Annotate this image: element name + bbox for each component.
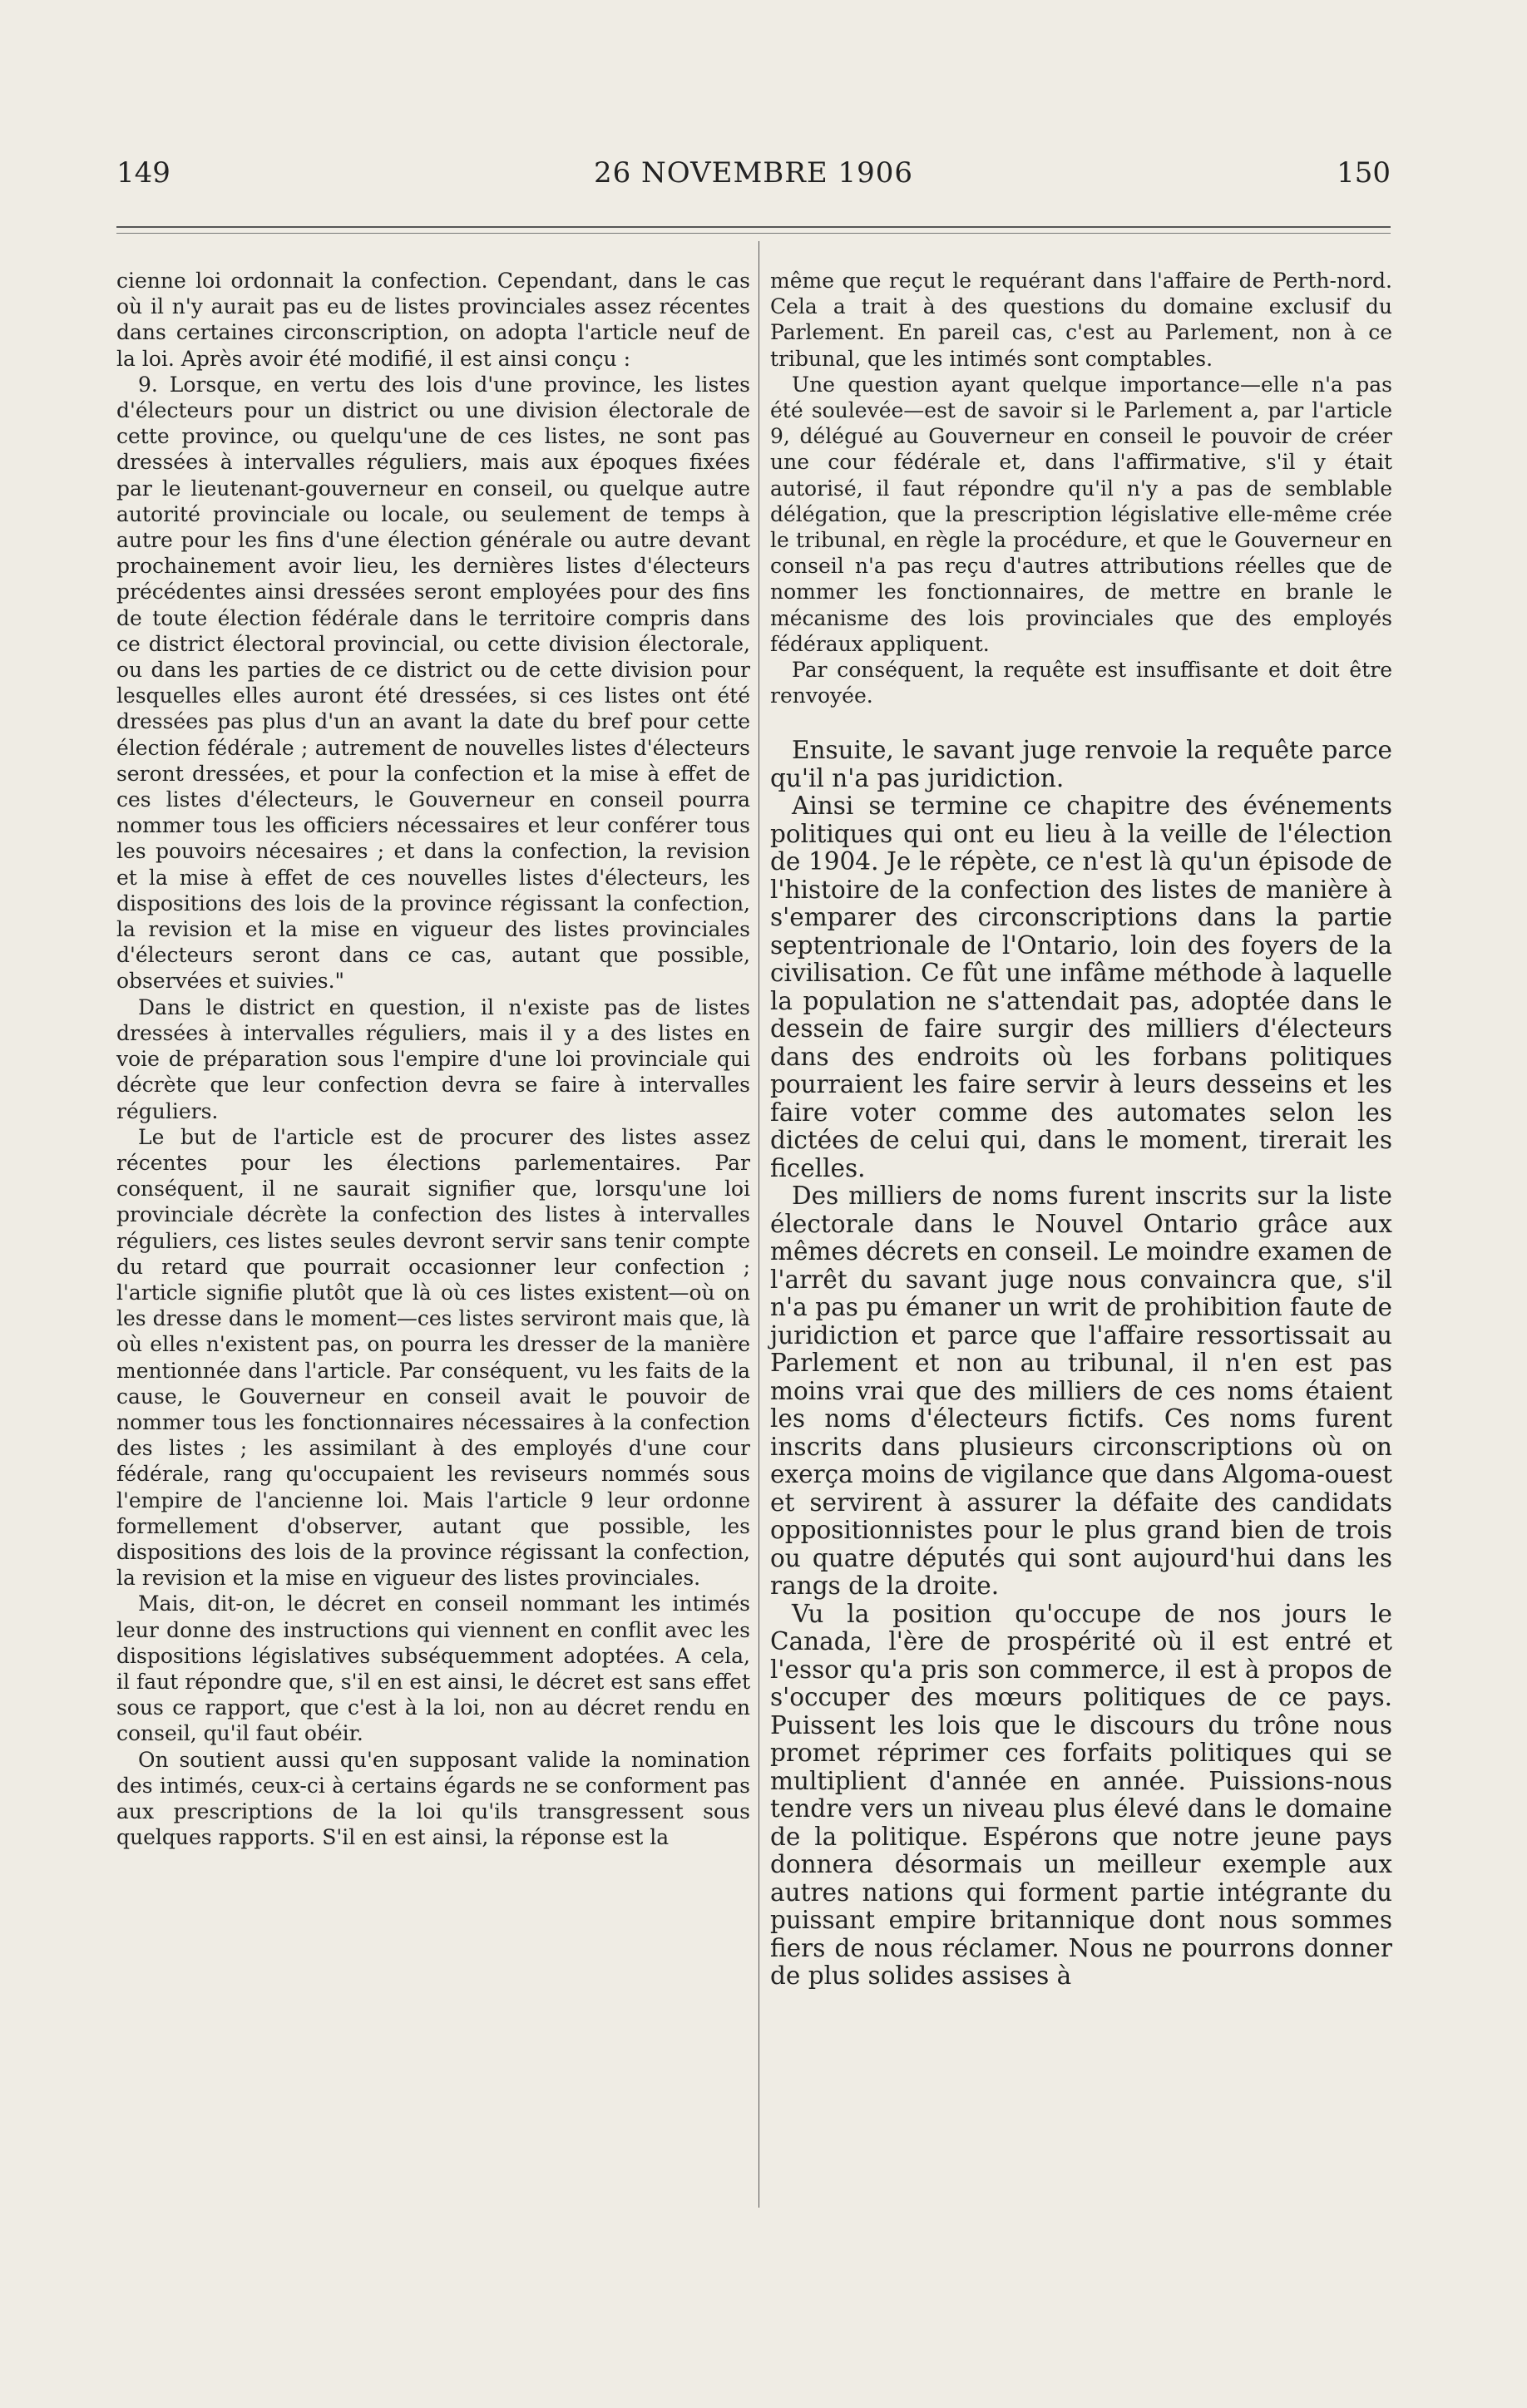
paragraph: cienne loi ordonnait la confection. Cependant, dans le cas où il n'y aurait pas eu de listes provinciales assez récentes dans certaines circonscription, on adopta l'article neuf de la loi. Après avoir été modifié, il est ainsi conçu : [116,269,750,371]
right-page-number: 150 [1337,156,1391,190]
left-page-number: 149 [116,156,170,190]
header-rule-thin [116,233,1391,234]
speech-text [770,737,1392,1991]
quoted-article-9: 9. Lorsque, en vertu des lois d'une province, les listes d'électeurs pour un district ou une division électorale de cette province, ou quelqu'une de ces listes, ne sont pas dressées à intervalles réguliers, mais aux époques fixées par le lieutenant-gouverneur en conseil, ou quelque autre autorité provinciale ou locale, ou seulement de temps à autre pour les fins d'une élection générale ou autre devant prochainement avoir lieu, les dernières listes d'électeurs précédentes ainsi dressées seront employées pour des fins de toute élection fédérale dans le territoire compris dans ce district électoral provincial, ou cette division électorale, ou dans les parties de ce district ou de cette division pour lesquelles elles auront été dressées, si ces listes ont été dressées pas plus d'un an avant la date du bref pour cette élection fédérale ; autrement de nouvelles listes d'électeurs seront dressées, et pour la confection et la mise à effet de ces listes d'électeurs, le Gouverneur en conseil pourra nommer tous les officiers nécessaires et leur conférer tous les pouvoirs nécesaires ; et dans la confection, la revision et la mise à effet de ces nouvelles listes d'électeurs, les dispositions des lois de la province régissant la confection, la revision et la mise en vigueur des listes provinciales d'électeurs seront dans ce cas, autant que possible, observées et suivies." [116,372,750,994]
quoted-judgment [770,268,1392,708]
paragraph: Ensuite, le savant juge renvoie la requête parce qu'il n'a pas juridiction. [770,736,1392,792]
paragraph: Dans le district en question, il n'existe pas de listes dressées à intervalles réguliers, mais il y a des listes en voie de préparation sous l'empire d'une loi provinciale qui décrète que leur confection devra se faire à intervalles réguliers. [116,994,750,1123]
paragraph: Vu la position qu'occupe de nos jours le Canada, l'ère de prospérité où il est entré et l'essor qu'a pris son commerce, il est à propos de s'occuper des mœurs politiques de ce pays. Puissent les lois que le discours du trône nous promet réprimer ces forfaits politiques qui se multiplient d'année en année. Puissions-nous tendre vers un niveau plus élevé dans le domaine de la politique. Espérons que notre jeune pays donnera désormais un meilleur exemple aux autres nations qui forment partie intégrante du puissant empire britannique dont nous sommes fiers de nous réclamer. Nous ne pourrons donner de plus solides assises à [770,1599,1392,1991]
paragraph: Ainsi se termine ce chapitre des événements politiques qui ont eu lieu à la veille de l'élection de 1904. Je le répète, ce n'est là qu'un épisode de l'histoire de la confection des listes de manière à s'emparer des circonscriptions dans la partie septentrionale de l'Ontario, loin des foyers de la civilisation. Ce fût une infâme méthode à laquelle la population ne s'attendait pas, adoptée dans le dessein de faire surgir des milliers d'électeurs dans des endroits où les forbans politiques pourraient les faire servir à leurs desseins et les faire voter comme des automates selon les dictées de celui qui, dans le moment, tirerait les ficelles. [770,792,1392,1182]
header-date: 26 NOVEMBRE 1906 [593,156,914,190]
paragraph: Une question ayant quelque importance—elle n'a pas été soulevée—est de savoir si le Parlement a, par l'article 9, délégué au Gouverneur en conseil le pouvoir de créer une cour fédérale et, dans l'affirmative, s'il y était autorisé, il faut répondre qu'il n'y a pas de semblable délégation, que la prescription législative elle-même crée le tribunal, en règle la procédure, et que le Gouverneur en conseil n'a pas reçu d'autres attributions réelles que de nommer les fonctionnaires, de mettre en branle le mécanisme des lois provinciales que des employés fédéraux appliquent. [770,372,1392,656]
paragraph: Le but de l'article est de procurer des listes assez récentes pour les élections parlementaires. Par conséquent, il ne saurait signifier que, lorsqu'une loi provinciale décrète la confection des listes à intervalles réguliers, ces listes seules devront servir sans tenir compte du retard que pourrait occasionner leur confection ; l'article signifie plutôt que là où ces listes existent—où on les dresse dans le moment—ces listes serviront mais que, là où elles n'existent pas, on pourra les dresser de la manière mentionnée dans l'article. Par conséquent, vu les faits de la cause, le Gouverneur en conseil avait le pouvoir de nommer tous les fonctionnaires nécessaires à la confection des listes ; les assimilant à des employés d'une cour fédérale, rang qu'occupaient les reviseurs nommés sous l'empire de l'ancienne loi. Mais l'article 9 leur ordonne formellement d'observer, autant que possible, les dispositions des lois de la province régissant la confection, la revision et la mise en vigueur des listes provinciales. [116,1124,750,1591]
paragraph: Mais, dit-on, le décret en conseil nommant les intimés leur donne des instructions qui viennent en conflit avec les dispositions législatives subséquemment adoptées. A cela, il faut répondre que, s'il en est ainsi, le décret est sans effet sous ce rapport, que c'est à la loi, non au décret rendu en conseil, qu'il faut obéir. [116,1591,750,1746]
left-column [116,268,750,1850]
header-rule [116,226,1391,228]
paragraph: Des milliers de noms furent inscrits sur la liste électorale dans le Nouvel Ontario grâce aux mêmes décrets en conseil. Le moindre examen de l'arrêt du savant juge nous convaincra que, s'il n'a pas pu émaner un writ de prohibition faute de juridiction et parce que l'affaire ressortissait au Parlement et non au tribunal, il n'en est pas moins vrai que des milliers de ces noms étaient les noms d'électeurs fictifs. Ces noms furent inscrits dans plusieurs circonscriptions où on exerça moins de vigilance que dans Algoma-ouest et servirent à assurer la défaite des candidats oppositionnistes pour le plus grand bien de trois ou quatre députés qui sont aujourd'hui dans les rangs de la droite. [770,1182,1392,1601]
right-column [770,268,1392,1991]
page-header [116,156,1391,198]
paragraph: même que reçut le requérant dans l'affaire de Perth-nord. Cela a trait à des questions du domaine exclusif du Parlement. En pareil cas, c'est au Parlement, non à ce tribunal, que les intimés sont comptables. [770,269,1392,371]
paragraph: Par conséquent, la requête est insuffisante et doit être renvoyée. [770,658,1392,708]
paragraph: On soutient aussi qu'en supposant valide la nomination des intimés, ceux-ci à certains égards ne se conforment pas aux prescriptions de la loi qu'ils transgressent sous quelques rapports. S'il en est ainsi, la réponse est la [116,1747,750,1850]
